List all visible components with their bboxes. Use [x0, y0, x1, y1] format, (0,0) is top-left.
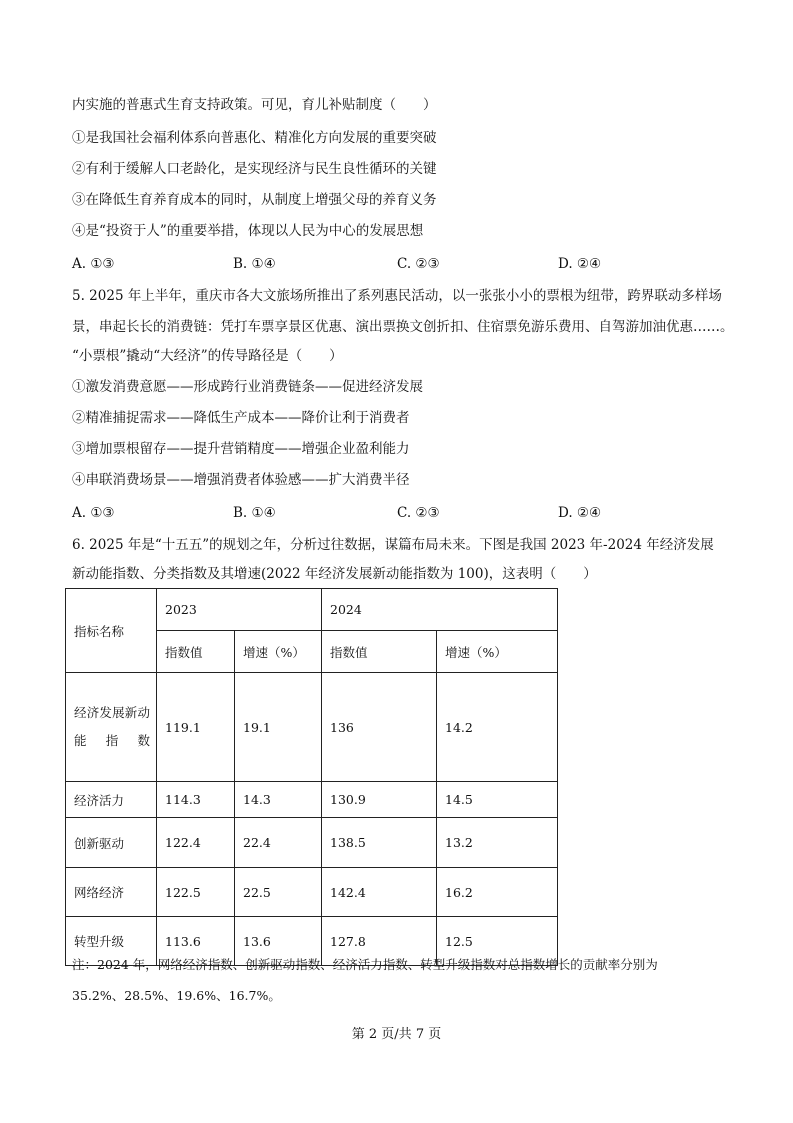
table-cell: 14.2: [437, 673, 558, 782]
q4-option-c: C. ②③: [397, 256, 440, 272]
q5-stem-line-1: 5. 2025 年上半年，重庆市各大文旅场所推出了系列惠民活动，以一张张小小的票根为纽带，跨界联动多样场: [72, 288, 722, 304]
table-cell: 122.4: [157, 818, 235, 868]
table-cell: 14.3: [235, 782, 322, 818]
table-cell: 13.6: [235, 917, 322, 966]
q5-option-d: D. ②④: [558, 505, 602, 521]
table-cell: 122.5: [157, 868, 235, 917]
q5-item-3: ③增加票根留存——提升营销精度——增强企业盈利能力: [72, 441, 410, 457]
table-subheader: 指数值: [157, 631, 235, 673]
q4-item-2: ②有利于缓解人口老龄化，是实现经济与民生良性循环的关键: [72, 161, 437, 177]
table-cell: 114.3: [157, 782, 235, 818]
q5-option-c: C. ②③: [397, 505, 440, 521]
q6-stem-line-2: 新动能指数、分类指数及其增速(2022 年经济发展新动能指数为 100)，这表明（ ）: [72, 566, 597, 582]
q4-option-b: B. ①④: [233, 256, 276, 272]
table-header-name: 指标名称: [66, 589, 157, 673]
table-cell: 13.2: [437, 818, 558, 868]
table-cell: 14.5: [437, 782, 558, 818]
table-row: [66, 673, 558, 782]
table-note-line-2: 35.2%、28.5%、19.6%、16.7%。: [72, 988, 281, 1003]
q4-item-1: ①是我国社会福利体系向普惠化、精准化方向发展的重要突破: [72, 130, 437, 146]
table-row-name: 经济活力: [66, 782, 157, 818]
table-cell: 127.8: [322, 917, 437, 966]
q5-item-2: ②精准捕捉需求——降低生产成本——降价让利于消费者: [72, 410, 410, 426]
q5-stem-line-3: “小票根”撬动“大经济”的传导路径是（ ）: [72, 348, 343, 364]
table-row-name: 经济发展新动能指数: [66, 673, 157, 782]
table-cell: 130.9: [322, 782, 437, 818]
table-row: [66, 818, 558, 868]
table-header-year-2023: 2023: [157, 589, 322, 631]
q4-option-d: D. ②④: [558, 256, 602, 272]
table-cell: 19.1: [235, 673, 322, 782]
table-row-name: 创新驱动: [66, 818, 157, 868]
table-cell: 12.5: [437, 917, 558, 966]
table-note-line-1: 注：2024 年，网络经济指数、创新驱动指数、经济活力指数、转型升级指数对总指数增长的贡献率分别为: [72, 957, 658, 972]
table-cell: 113.6: [157, 917, 235, 966]
table-row: [66, 782, 558, 818]
table-cell: 16.2: [437, 868, 558, 917]
page-footer: 第 2 页/共 7 页: [351, 1027, 442, 1042]
table-row-name: 网络经济: [66, 868, 157, 917]
q5-stem-line-2: 景，串起长长的消费链：凭打车票享景区优惠、演出票换文创折扣、住宿票免游乐费用、自驾游加油优惠……。: [72, 319, 734, 335]
table-subheader: 增速（%）: [437, 631, 558, 673]
table-row: [66, 868, 558, 917]
table-header-year-2024: 2024: [322, 589, 558, 631]
table-cell: 22.4: [235, 818, 322, 868]
q5-item-1: ①激发消费意愿——形成跨行业消费链条——促进经济发展: [72, 379, 423, 395]
table-row-name: 转型升级: [66, 917, 157, 966]
index-table: [65, 588, 558, 966]
q6-stem-line-1: 6. 2025 年是“十五五”的规划之年，分析过往数据，谋篇布局未来。下图是我国 2023 年-2024 年经济发展: [72, 537, 714, 553]
table-cell: 22.5: [235, 868, 322, 917]
q5-option-b: B. ①④: [233, 505, 276, 521]
q4-option-a: A. ①③: [72, 256, 115, 272]
table-cell: 138.5: [322, 818, 437, 868]
table-subheader: 指数值: [322, 631, 437, 673]
table-cell: 119.1: [157, 673, 235, 782]
q5-option-a: A. ①③: [72, 505, 115, 521]
q4-item-4: ④是“投资于人”的重要举措，体现以人民为中心的发展思想: [72, 223, 424, 239]
q4-item-3: ③在降低生育养育成本的同时，从制度上增强父母的养育义务: [72, 192, 437, 208]
q5-item-4: ④串联消费场景——增强消费者体验感——扩大消费半径: [72, 472, 410, 488]
table-subheader: 增速（%）: [235, 631, 322, 673]
q4-stem-tail: 内实施的普惠式生育支持政策。可见，育儿补贴制度（ ）: [72, 97, 437, 113]
table-cell: 142.4: [322, 868, 437, 917]
table-cell: 136: [322, 673, 437, 782]
